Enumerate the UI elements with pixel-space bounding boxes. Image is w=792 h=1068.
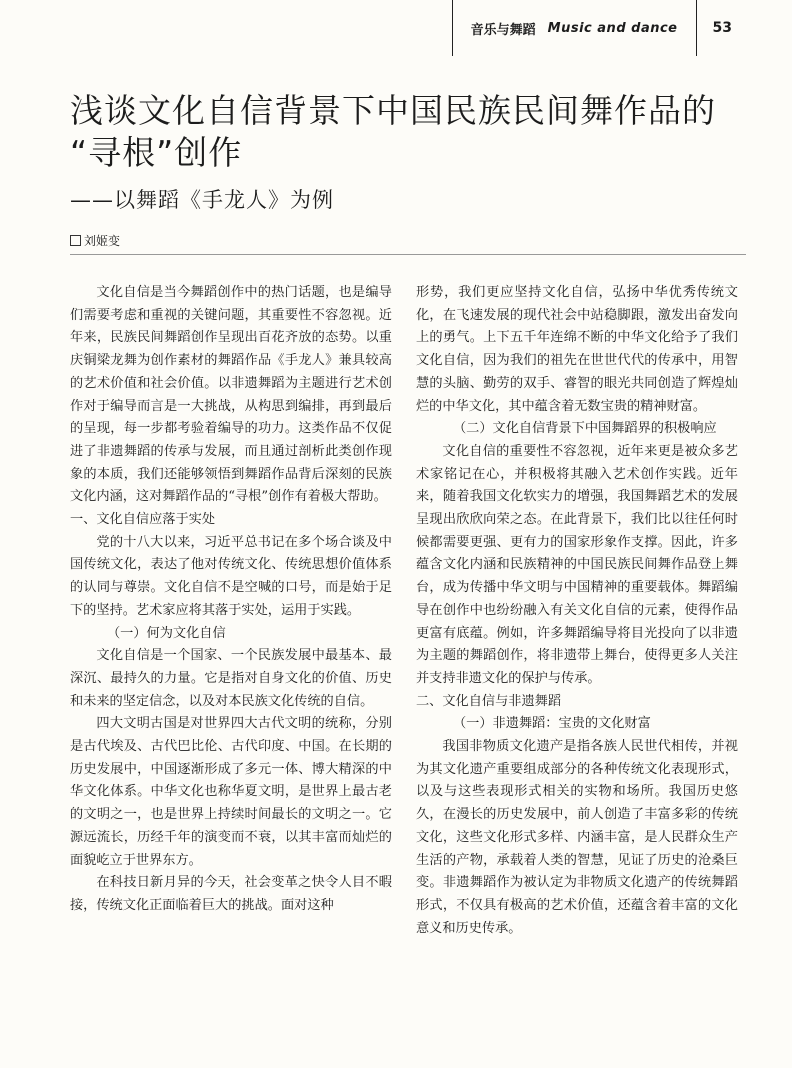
article-title-block [70,90,750,249]
section-name-cn: 音乐与舞蹈 [470,22,536,38]
article-subtitle: ——以舞蹈《手龙人》为例 [70,188,334,212]
paragraph: 党的十八大以来，习近平总书记在多个场合谈及中国传统文化，表达了他对传统文化、传统思想价值体系的认同与尊崇。文化自信不是空喊的口号，而是始于足下的坚持。艺术家应将其落于实处，运用于实践。 [70,534,392,618]
subsection-heading: （一）非遗舞蹈：宝贵的文化财富 [452,716,651,732]
section-name-en: Music and dance [547,20,678,36]
article-title-line2: “寻根”创作 [70,133,243,172]
article-title [70,90,750,174]
title-separator [70,254,746,255]
paragraph: 四大文明古国是对世界四大古代文明的统称，分别是古代埃及、古代巴比伦、古代印度、中国。在长期的历史发展中，中国逐渐形成了多元一体、博大精深的中华文化体系。中华文化也称华夏文明，是世界上最古老的文明之一，也是世界上持续时间最长的文明之一。它源远流长，历经千年的演变而不衰，以其丰富而灿烂的面貌屹立于世界东方。 [70,716,392,868]
author-line [70,232,750,249]
paragraph: 我国非物质文化遗产是指各族人民世代相传，并视为其文化遗产重要组成部分的各种传统文化表现形式，以及与这些表现形式相关的实物和场所。我国历史悠久，在漫长的历史发展中，前人创造了丰富多彩的传统文化，这些文化形式多样、内涵丰富，是人民群众生产生活的产物，承载着人类的智慧，见证了历史的沧桑巨变。非遗舞蹈作为被认定为非物质文化遗产的传统舞蹈形式，不仅具有极高的艺术价值，还蕴含着丰富的文化意义和历史传承。 [416,739,738,936]
paragraph: 在科技日新月异的今天，社会变革之快令人目不暇接，传统文化正面临着巨大的挑战。面对这种 [70,875,392,913]
page-number: 53 [712,20,732,36]
paragraph: 文化自信是当今舞蹈创作中的热门话题，也是编导们需要考虑和重视的关键问题，其重要性不容忽视。近年来，民族民间舞蹈创作呈现出百花齐放的态势。以重庆铜梁龙舞为创作素材的舞蹈作品《手龙人》兼具较高的艺术价值和社会价值。以非遗舞蹈为主题进行艺术创作对于编导而言是一大挑战，从构思到编排，再到最后的呈现，每一步都考验着编导的功力。这类作品不仅促进了非遗舞蹈的传承与发展，而且通过剖析此类创作现象的本质，我们还能够领悟到舞蹈作品背后深刻的民族文化内涵，这对舞蹈作品的“寻根”创作有着极大帮助。 [70,285,392,505]
right-column [416,282,738,940]
paragraph: 文化自信是一个国家、一个民族发展中最基本、最深沉、最持久的力量。它是指对自身文化的价值、历史和未来的坚定信念，以及对本民族文化传统的自信。 [70,648,392,709]
section-heading: 二、文化自信与非遗舞蹈 [416,693,562,709]
running-header [452,0,732,56]
paragraph: 文化自信的重要性不容忽视，近年来更是被众多艺术家铭记在心，并积极将其融入艺术创作实践。近年来，随着我国文化软实力的增强，我国舞蹈艺术的发展呈现出欣欣向荣之态。在此背景下，我们比以往任何时候都需要更强、更有力的国家形象作支撑。因此，许多蕴含文化内涵和民族精神的中国民族民间舞作品登上舞台，成为传播中华文明与中国精神的重要载体。舞蹈编导在创作中也纷纷融入有关文化自信的元素，使得作品更富有底蕴。例如，许多舞蹈编导将目光投向了以非遗为主题的舞蹈创作，将非遗带上舞台，使得更多人关注并支持非遗文化的保护与传承。 [416,443,738,686]
author-name: 刘姬变 [84,234,121,248]
section-heading: 一、文化自信应落于实处 [70,512,216,528]
article-title-line1: 浅谈文化自信背景下中国民族民间舞作品的 [70,91,716,130]
subsection-heading: （一）何为文化自信 [106,625,226,641]
paragraph: 形势，我们更应坚持文化自信，弘扬中华优秀传统文化，在飞速发展的现代社会中站稳脚跟，激发出奋发向上的勇气。上下五千年连绵不断的中华文化给予了我们文化自信，因为我们的祖先在世世代代的传承中，用智慧的头脑、勤劳的双手、睿智的眼光共同创造了辉煌灿烂的中华文化，其中蕴含着无数宝贵的精神财富。 [416,285,738,414]
author-box-icon [70,235,81,246]
section-name [453,19,696,38]
subsection-heading: （二）文化自信背景下中国舞蹈界的积极响应 [452,421,717,437]
left-column [70,282,392,918]
